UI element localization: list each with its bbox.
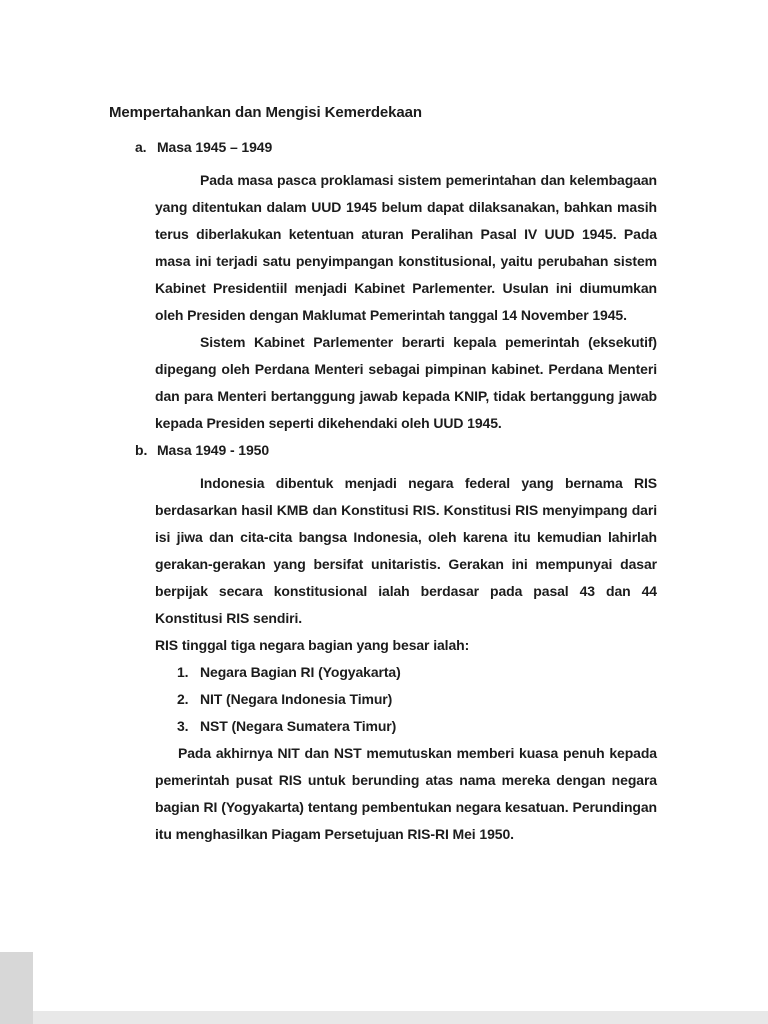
paragraph: Pada masa pasca proklamasi sistem pemerintahan dan kelembagaan yang ditentukan dalam UUD 1945 belum dapat dilaksanakan, bahkan masih terus diberlakukan ketentuan aturan Peralihan Pasal IV UUD 1945. Pada masa ini terjadi satu penyimpangan konstitusional, yaitu perubahan sistem Kabinet Presidentiil menjadi Kabinet Parlementer. Usulan ini diumumkan oleh Presiden dengan Maklumat Pemerintah tanggal 14 November 1945.	[155, 172, 657, 323]
list-intro: RIS tinggal tiga negara bagian yang besar ialah:	[155, 637, 470, 653]
closing-paragraph: Pada akhirnya NIT dan NST memutuskan memberi kuasa penuh kepada pemerintah pusat RIS untuk berunding atas nama mereka dengan negara bagian RI (Yogyakarta) tentang pembentukan negara kesatuan. Perundingan itu menghasilkan Piagam Persetujuan RIS-RI Mei 1950.	[155, 745, 657, 842]
item-text: NST (Negara Sumatera Timur)	[200, 718, 397, 734]
page-title: Mempertahankan dan Mengisi Kemerdekaan	[109, 104, 422, 121]
page-edge-shadow-left	[0, 952, 33, 1024]
numbered-item	[177, 713, 657, 740]
paragraph: Indonesia dibentuk menjadi negara federal yang bernama RIS berdasarkan hasil KMB dan Konstitusi RIS. Konstitusi RIS menyimpang dari isi jiwa dan cita-cita bangsa Indonesia, oleh karena itu kemudian lahirlah gerakan-gerakan yang bersifat unitaristis. Gerakan ini mempunyai dasar berpijak secara konstitusional ialah berdasar pada pasal 43 dan 44 Konstitusi RIS sendiri.	[155, 475, 657, 626]
section-title: Masa 1949 - 1950	[157, 442, 270, 458]
numbered-item	[177, 659, 657, 686]
section-masa-1945-1949	[109, 134, 657, 437]
item-text: Negara Bagian RI (Yogyakarta)	[200, 664, 401, 680]
numbered-list	[177, 659, 657, 740]
paragraph: Sistem Kabinet Parlementer berarti kepala pemerintah (eksekutif) dipegang oleh Perdana Menteri sebagai pimpinan kabinet. Perdana Menteri dan para Menteri bertanggung jawab kepada KNIP, tidak bertanggung jawab kepada Presiden seperti dikehendaki oleh UUD 1945.	[155, 334, 657, 431]
section-title: Masa 1945 – 1949	[157, 139, 273, 155]
item-number: 1.	[177, 664, 189, 680]
section-heading	[135, 134, 657, 161]
item-number: 3.	[177, 718, 189, 734]
item-text: NIT (Negara Indonesia Timur)	[200, 691, 393, 707]
section-heading	[135, 437, 657, 464]
section-label: b.	[135, 442, 148, 458]
section-masa-1949-1950	[109, 437, 657, 848]
section-label: a.	[135, 139, 147, 155]
item-number: 2.	[177, 691, 189, 707]
numbered-item	[177, 686, 657, 713]
page-edge-shadow-bottom	[0, 1011, 768, 1024]
